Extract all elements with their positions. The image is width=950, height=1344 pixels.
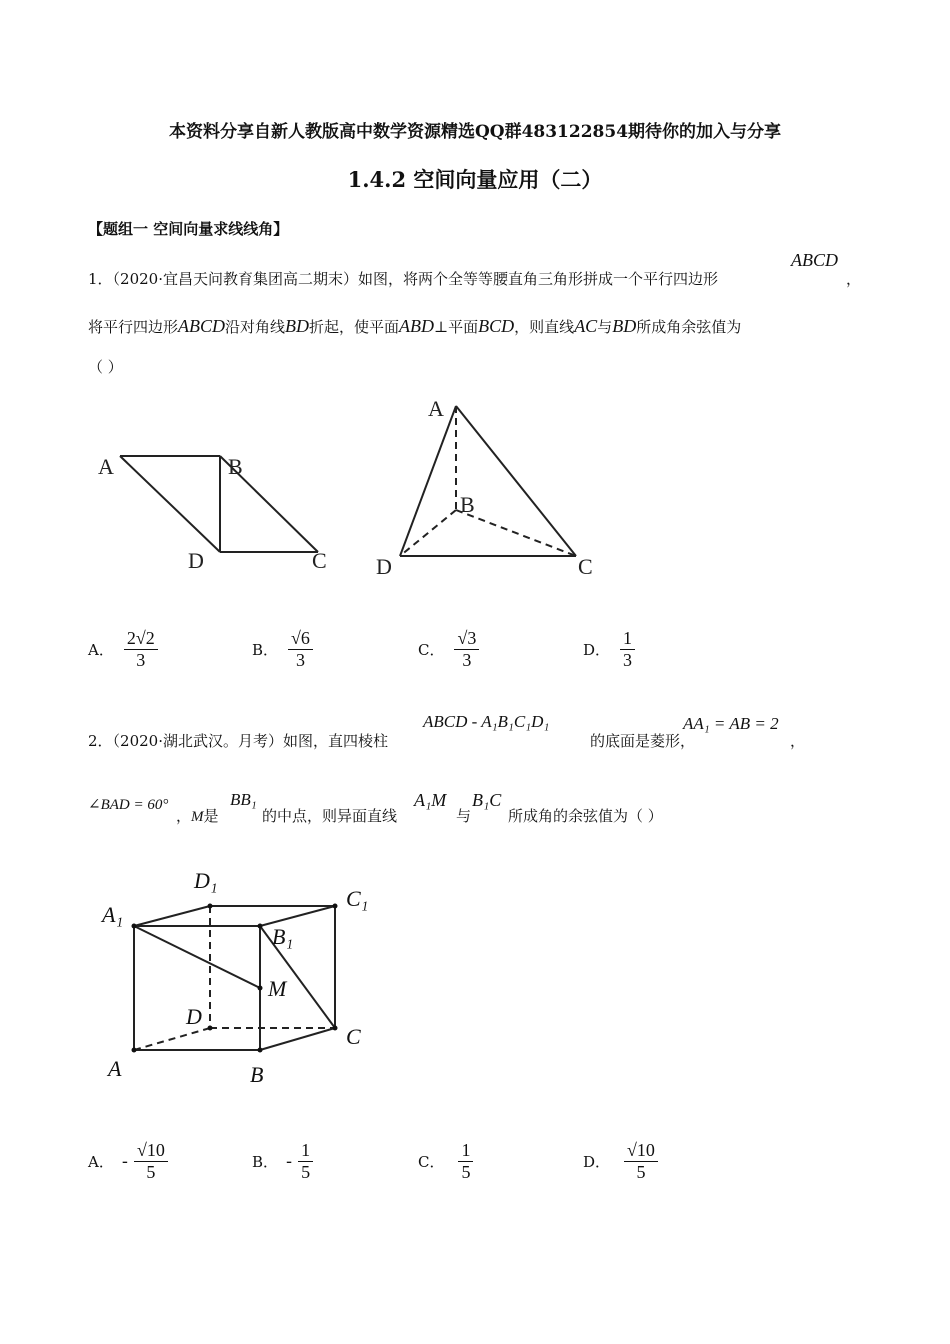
option-numerator: 1 xyxy=(620,628,635,650)
q1-abcd: ABCD xyxy=(791,250,838,270)
q2-angle: ∠BAD = 60° xyxy=(88,797,169,813)
label-c: C xyxy=(346,1024,361,1049)
q2-text-a: 的底面是菱形， xyxy=(590,732,696,750)
option-numerator: √3 xyxy=(454,628,479,650)
label-c1: C₁ xyxy=(346,886,369,911)
q1-comma: ， xyxy=(846,270,862,288)
q2-option-d[interactable]: D． $\frac{√10}{5}$ xyxy=(583,1140,658,1182)
option-numerator: 1 xyxy=(298,1140,313,1162)
label-c: C xyxy=(312,548,327,573)
q2-source: （2020·湖北武汉。月考）如图，直四棱柱 xyxy=(112,732,388,750)
edge-a1d1 xyxy=(134,906,210,926)
q2-b1c: B₁C xyxy=(472,790,502,810)
option-numerator: √10 xyxy=(134,1140,168,1162)
option-denominator: 3 xyxy=(136,649,146,670)
q2-text-e: 与 xyxy=(456,807,472,825)
q1-perp: ⊥ xyxy=(434,318,449,336)
label-b: B xyxy=(228,454,243,479)
section-label: 【题组一 空间向量求线线角】 xyxy=(88,220,289,238)
option-numerator: 1 xyxy=(458,1140,473,1162)
option-denominator: 5 xyxy=(461,1161,471,1182)
option-numerator: √10 xyxy=(624,1140,658,1162)
q1-figure-parallelogram xyxy=(90,440,350,580)
q1-bd: BD xyxy=(285,316,310,336)
label-a: A xyxy=(98,454,114,479)
option-denominator: 3 xyxy=(462,649,472,670)
q2-option-b[interactable]: B． - $\frac{1}{5}$ xyxy=(252,1140,313,1182)
segment-a1m xyxy=(134,926,260,988)
label-d: D xyxy=(186,1004,202,1029)
q1-l2a: 将平行四边形 xyxy=(88,318,179,336)
q1-abd: ABD xyxy=(399,316,435,336)
q1-l2f: 与 xyxy=(597,318,613,336)
q2-figure-prism xyxy=(90,860,390,1100)
q2-prism: ABCD - A₁B₁C₁D₁ xyxy=(423,712,550,731)
q1-ac: AC xyxy=(574,316,598,336)
label-m: M xyxy=(268,976,287,1001)
label-b: B xyxy=(250,1062,264,1087)
q1-bcd: BCD xyxy=(478,316,515,336)
q1-l2e: ，则直线 xyxy=(514,318,575,336)
q1-abcd-2: ABCD xyxy=(178,316,226,336)
edge-ad xyxy=(134,1028,210,1050)
q2-text-d: 的中点，则异面直线 xyxy=(262,807,398,825)
q2-a1m: A₁M xyxy=(414,790,447,810)
option-numerator: √6 xyxy=(288,628,313,650)
q1-l2c: 折起，使平面 xyxy=(309,318,400,336)
q1-l2d: 平面 xyxy=(448,318,479,336)
q2-comma: ， xyxy=(790,732,806,750)
option-denominator: 5 xyxy=(146,1161,156,1182)
label-b: B xyxy=(460,492,475,517)
option-sign: - xyxy=(121,1150,128,1172)
q1-number: 1． xyxy=(88,270,113,288)
q2-line1 xyxy=(88,730,388,751)
option-sign: - xyxy=(286,1150,293,1172)
label-a: A xyxy=(428,396,444,421)
page-title: 1.4.2 空间向量应用（二） xyxy=(347,167,603,192)
option-denominator: 5 xyxy=(636,1161,646,1182)
header-banner: 本资料分享自新人教版高中数学资源精选QQ群483122854期待你的加入与分享 xyxy=(168,122,782,142)
label-a1: A₁ xyxy=(102,902,124,927)
edge-ad xyxy=(120,456,220,552)
q1-source: （2020·宜昌天问教育集团高二期末）如图，将两个全等等腰直角三角形拼成一个平行四边形 xyxy=(112,270,718,288)
q1-option-d[interactable]: D． $\frac{1}{3}$ xyxy=(583,628,635,670)
q1-option-b[interactable]: B． $\frac{√6}{3}$ xyxy=(252,628,313,670)
q1-line1 xyxy=(88,268,718,289)
q2-option-a[interactable]: A． - $\frac{√10}{5}$ xyxy=(88,1140,168,1182)
label-c: C xyxy=(578,554,593,579)
label-a: A xyxy=(108,1056,122,1081)
q2-text-f: 所成角的余弦值为（ ） xyxy=(508,807,663,825)
q1-line2 xyxy=(88,316,741,337)
label-d: D xyxy=(376,554,392,579)
edge-bc xyxy=(260,1028,335,1050)
label-d1: D₁ xyxy=(194,868,218,893)
q2-number: 2． xyxy=(88,732,113,750)
q1-paren: （ ） xyxy=(88,358,123,376)
edge-b1c1 xyxy=(260,906,335,926)
q2-m: M xyxy=(191,809,204,825)
option-denominator: 3 xyxy=(295,649,305,670)
q1-figure-tetrahedron xyxy=(370,390,610,590)
q2-bb1: BB₁ xyxy=(230,790,257,809)
option-denominator: 3 xyxy=(623,649,633,670)
q2-option-c[interactable]: C． $\frac{1}{5}$ xyxy=(418,1140,473,1182)
q1-l2g: 所成角余弦值为 xyxy=(636,318,742,336)
q1-option-a[interactable]: A． $\frac{2√2}{3}$ xyxy=(88,628,158,670)
option-denominator: 5 xyxy=(301,1161,311,1182)
q2-cond: AA₁ = AB = 2 xyxy=(683,714,779,733)
q1-option-c[interactable]: C． $\frac{√3}{3}$ xyxy=(418,628,479,670)
option-numerator: 2√2 xyxy=(124,628,158,650)
label-d: D xyxy=(188,548,204,573)
q1-bd-2: BD xyxy=(612,316,637,336)
q2-line2: ，M是 xyxy=(176,807,219,825)
label-b1: B₁ xyxy=(272,924,294,949)
q1-l2b: 沿对角线 xyxy=(225,318,286,336)
